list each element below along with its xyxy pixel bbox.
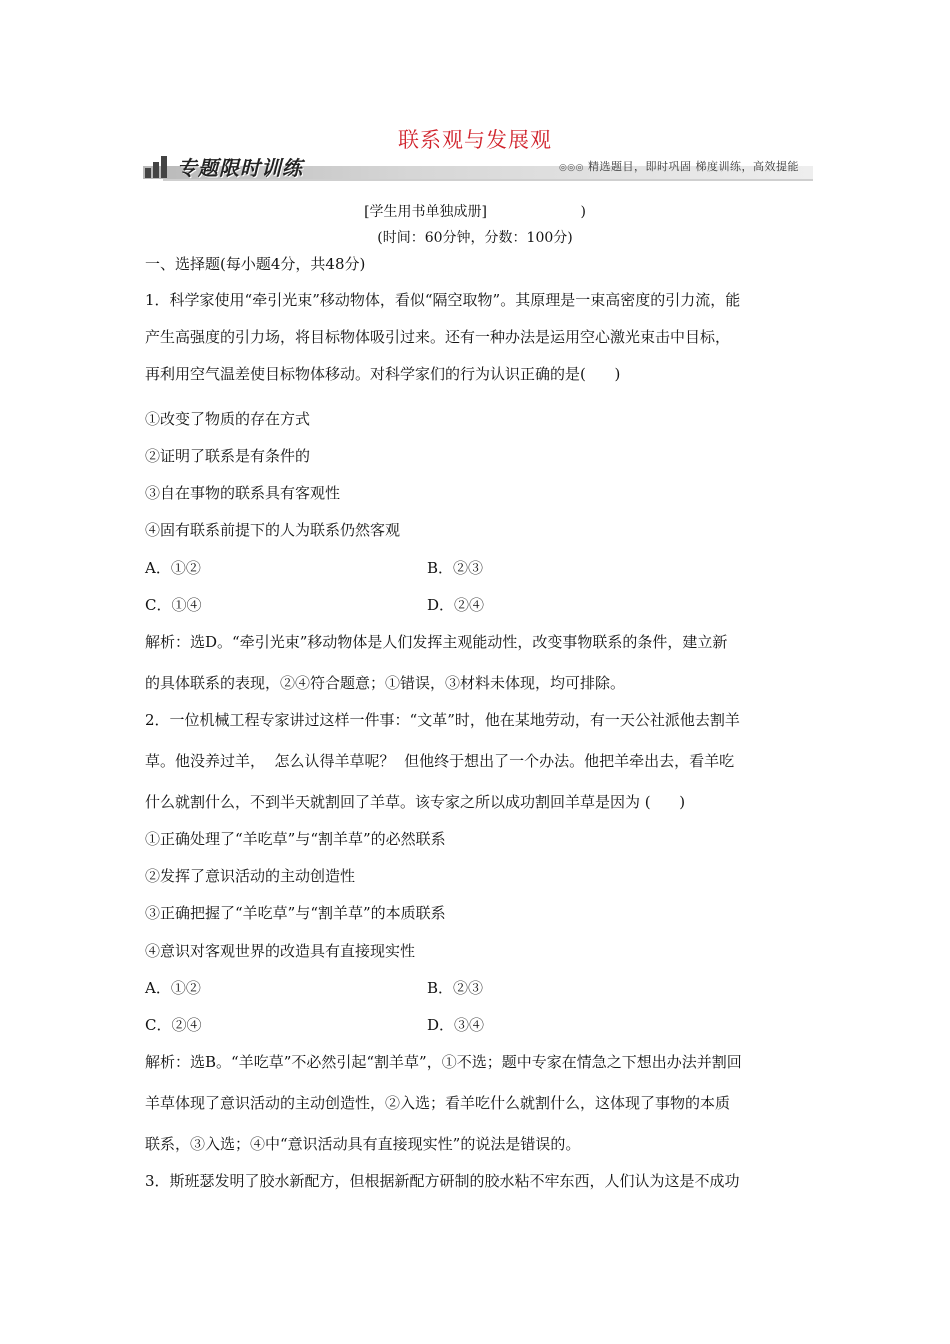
statement-item: ①改变了物质的存在方式 bbox=[145, 410, 311, 428]
banner-blocks-icon bbox=[145, 156, 169, 178]
answer-option: A．①② bbox=[145, 979, 201, 997]
question-line: 2．一位机械工程专家讲过这样一件事：“文革”时，他在某地劳动，有一天公社派他去割羊 bbox=[145, 711, 740, 729]
statement-item: ②发挥了意识活动的主动创造性 bbox=[145, 867, 356, 885]
answer-option: D．③④ bbox=[427, 1016, 485, 1034]
analysis-line: 羊草体现了意识活动的主动创造性，②入选；看羊吃什么就割什么，这体现了事物的本质 bbox=[145, 1094, 731, 1112]
statement-item: ④固有联系前提下的人为联系仍然客观 bbox=[145, 521, 401, 539]
question-line: 再利用空气温差使目标物体移动。对科学家们的行为认识正确的是( ) bbox=[145, 365, 621, 383]
statement-item: ③自在事物的联系具有客观性 bbox=[145, 484, 341, 502]
question-line: 草。他没养过羊， 怎么认得羊草呢？ 但他终于想出了一个办法。他把羊牵出去，看羊吃 bbox=[145, 752, 735, 770]
section-heading: 一、选择题(每小题4分，共48分) bbox=[145, 255, 366, 273]
answer-option: D．②④ bbox=[427, 596, 485, 614]
banner-tagline-text: 精选题目，即时巩固 梯度训练，高效提能 bbox=[588, 160, 799, 173]
answer-option: B．②③ bbox=[427, 559, 484, 577]
banner-label: 专题限时训练 bbox=[177, 156, 303, 180]
time-note: (时间：60分钟，分数：100分) bbox=[377, 230, 573, 246]
analysis-line: 联系，③入选；④中“意识活动具有直接现实性”的说法是错误的。 bbox=[145, 1135, 581, 1153]
answer-option: C．①④ bbox=[145, 596, 202, 614]
statement-item: ③正确把握了“羊吃草”与“割羊草”的本质联系 bbox=[145, 904, 446, 922]
statement-item: ④意识对客观世界的改造具有直接现实性 bbox=[145, 942, 416, 960]
question-line: 什么就割什么，不到半天就割回了羊草。该专家之所以成功割回羊草是因为 ( ) bbox=[145, 793, 686, 811]
answer-option: C．②④ bbox=[145, 1016, 202, 1034]
statement-item: ②证明了联系是有条件的 bbox=[145, 447, 311, 465]
answer-option: B．②③ bbox=[427, 979, 484, 997]
analysis-line: 解析：选B。“羊吃草”不必然引起“割羊草”，①不选；题中专家在情急之下想出办法并割回 bbox=[145, 1053, 742, 1071]
question-line: 3．斯班瑟发明了胶水新配方，但根据新配方研制的胶水粘不牢东西，人们认为这是不成功 bbox=[145, 1172, 740, 1190]
analysis-line: 的具体联系的表现，②④符合题意；①错误，③材料未体现，均可排除。 bbox=[145, 674, 626, 692]
banner-tagline bbox=[559, 158, 799, 174]
booklet-note: [学生用书单独成册] ) bbox=[364, 204, 586, 220]
document-title: 联系观与发展观 bbox=[398, 128, 552, 152]
question-line: 1．科学家使用“牵引光束”移动物体，看似“隔空取物”。其原理是一束高密度的引力流，能 bbox=[145, 291, 741, 309]
statement-item: ①正确处理了“羊吃草”与“割羊草”的必然联系 bbox=[145, 830, 446, 848]
question-line: 产生高强度的引力场，将目标物体吸引过来。还有一种办法是运用空心激光束击中目标， bbox=[145, 328, 731, 346]
banner-dots: ◎◎◎ bbox=[558, 163, 584, 173]
analysis-line: 解析：选D。“牵引光束”移动物体是人们发挥主观能动性，改变事物联系的条件，建立新 bbox=[145, 633, 728, 651]
section-banner bbox=[143, 150, 813, 184]
answer-option: A．①② bbox=[145, 559, 201, 577]
